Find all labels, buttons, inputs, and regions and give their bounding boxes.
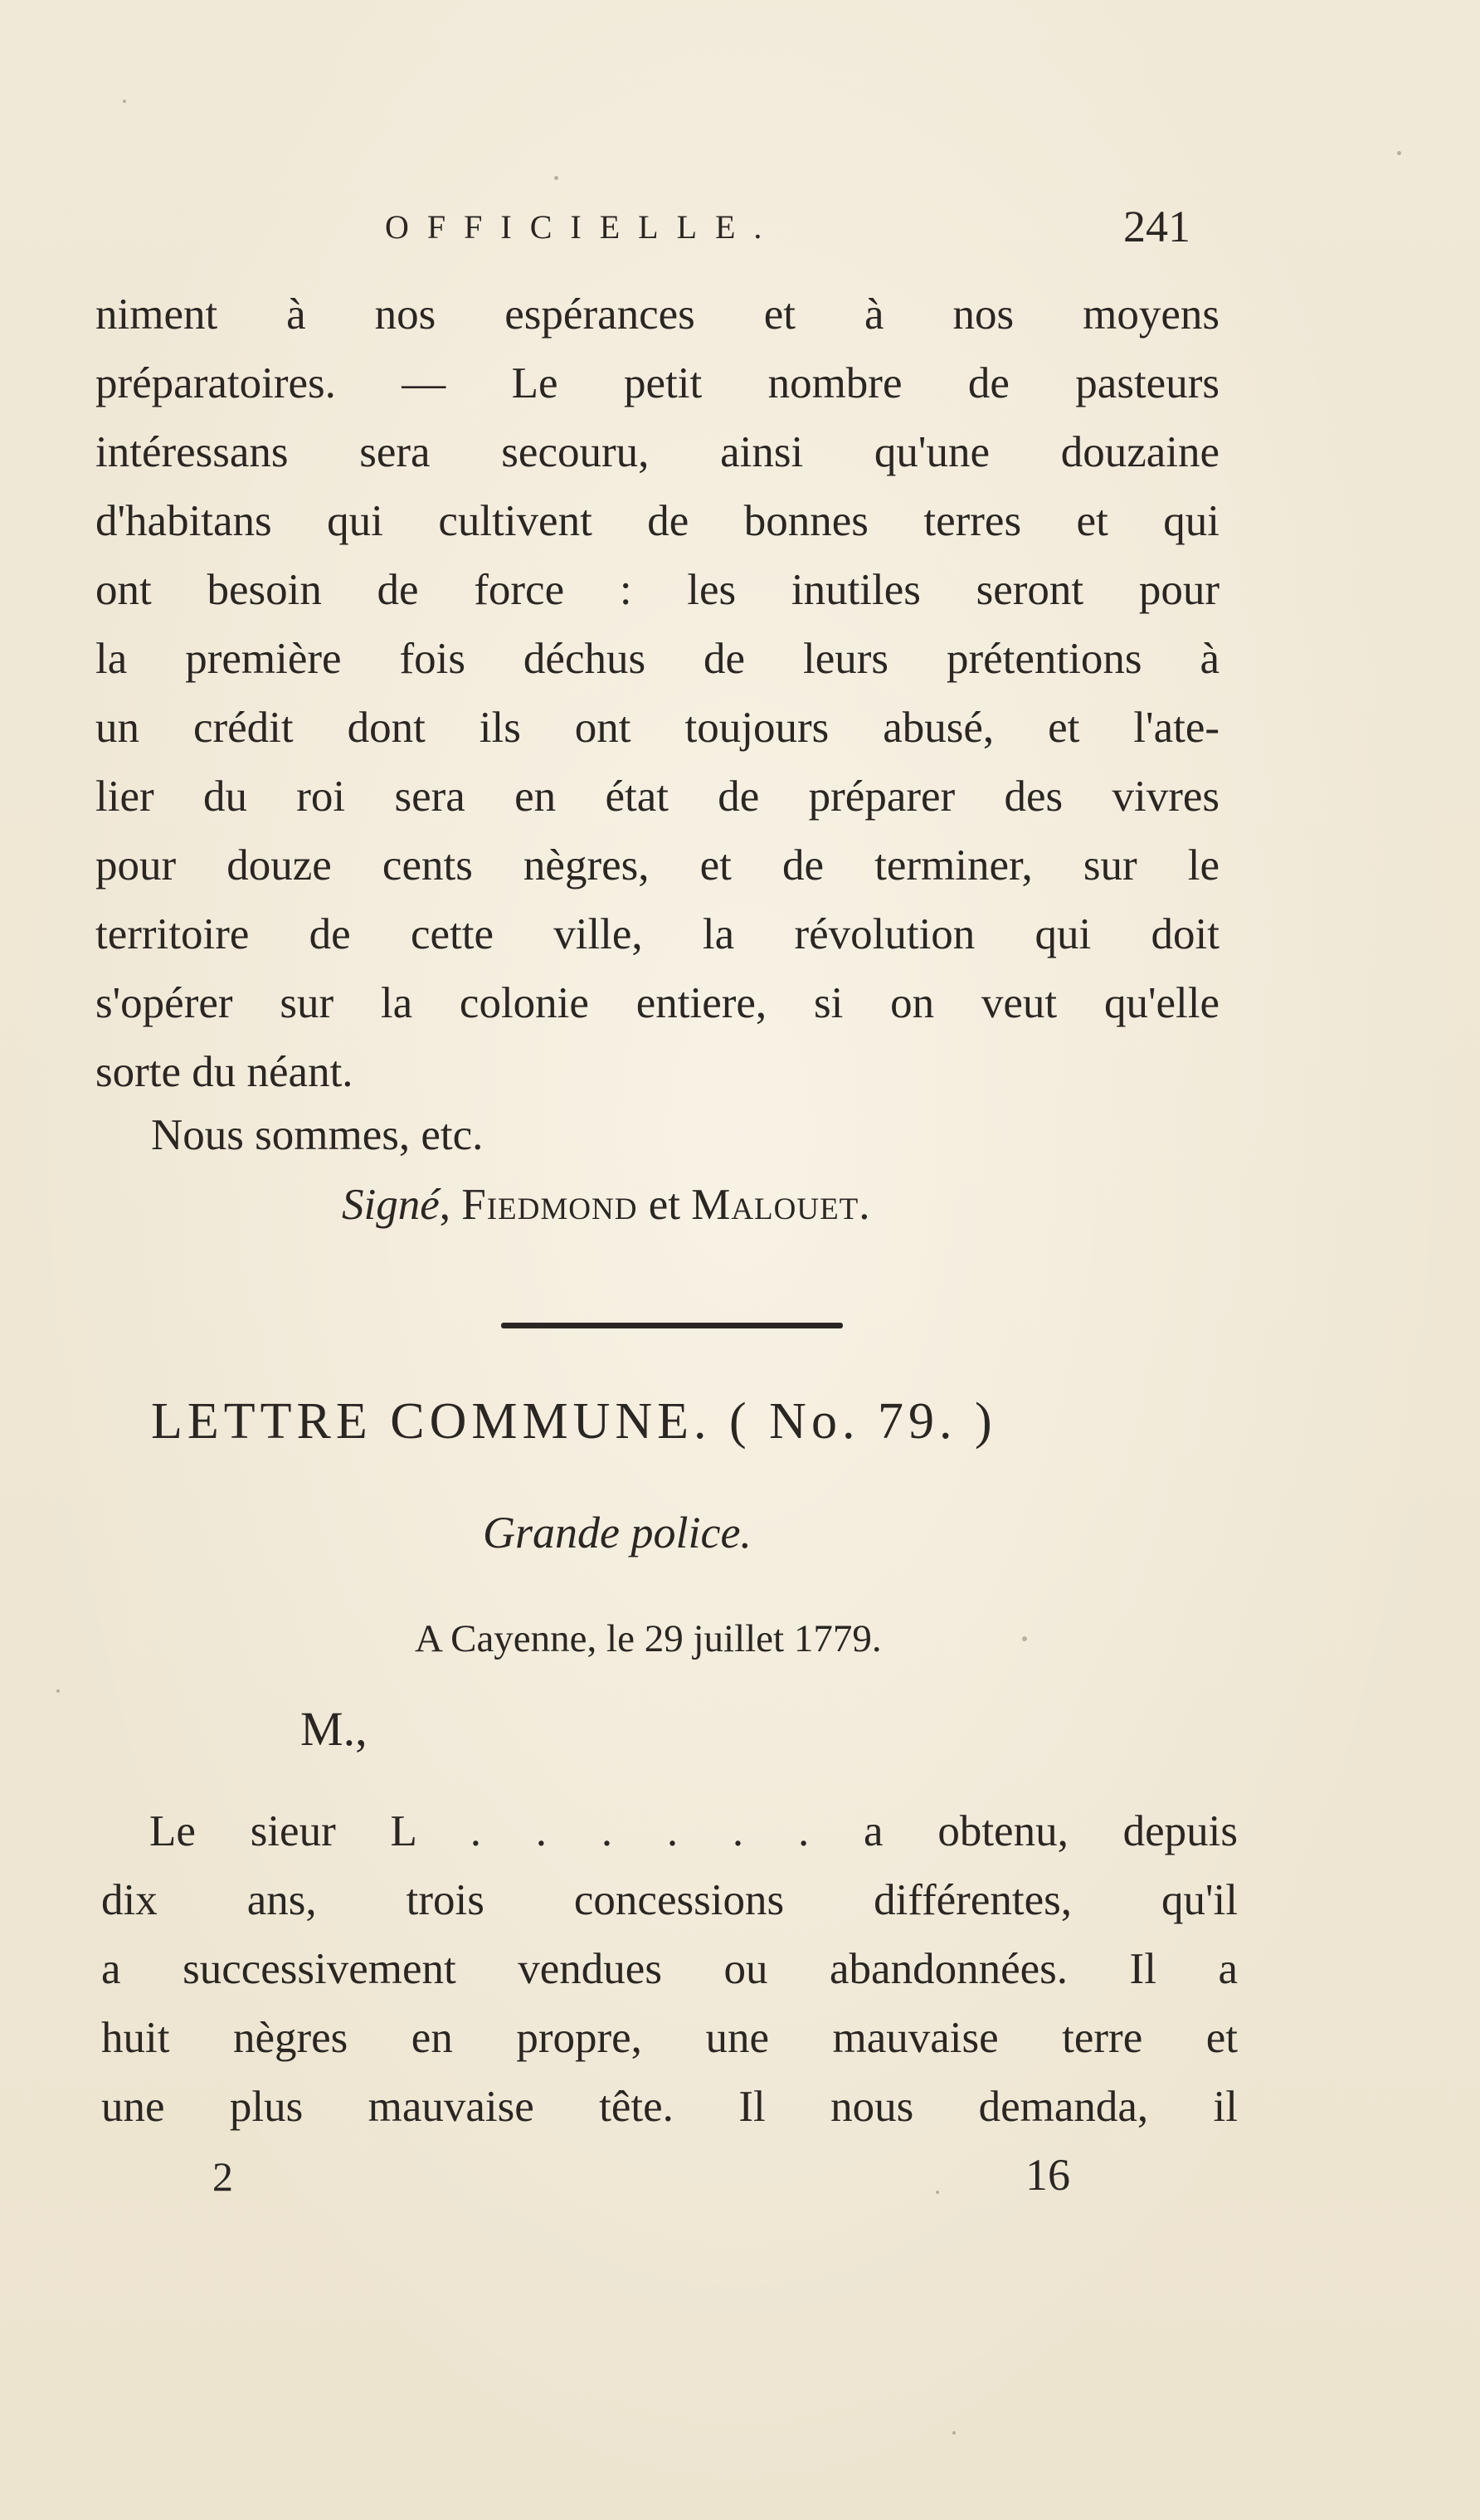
text-line: territoire de cette ville, la révolution qui doit: [95, 910, 1220, 958]
dateline: A Cayenne, le 29 juillet 1779.: [415, 1617, 882, 1660]
letter-line: dix ans, trois concessions différentes, qu'il: [101, 1876, 1238, 1924]
paper-speck: [554, 176, 558, 180]
signature-separator: ,: [439, 1181, 450, 1229]
page-number: 241: [1123, 202, 1190, 251]
paper-speck: [56, 1689, 60, 1693]
text-line: la première fois déchus de leurs prétentions à: [95, 635, 1220, 683]
closing-formula: Nous sommes, etc.: [151, 1111, 484, 1159]
signatory-malouet: Malouet.: [691, 1181, 871, 1229]
letter-line: a successivement vendues ou abandonnées. Il a: [101, 1945, 1238, 1993]
paper-speck: [1397, 151, 1401, 155]
letter-subheading: Grande police.: [483, 1508, 752, 1557]
letter-line: huit nègres en propre, une mauvaise terre et: [101, 2014, 1238, 2062]
text-line: niment à nos espérances et à nos moyens: [95, 290, 1220, 339]
text-line: lier du roi sera en état de préparer des vivres: [95, 773, 1220, 821]
text-line: préparatoires. — Le petit nombre de pasteurs: [95, 359, 1220, 407]
text-line: d'habitans qui cultivent de bonnes terres et qui: [95, 497, 1220, 545]
letter-line: Le sieur L . . . . . . a obtenu, depuis: [149, 1807, 1238, 1855]
letter-line: une plus mauvaise tête. Il nous demanda, il: [101, 2083, 1238, 2131]
paper-speck: [123, 100, 126, 103]
letter-heading: LETTRE COMMUNE. ( No. 79. ): [151, 1393, 997, 1450]
paper-speck: [1022, 1636, 1027, 1641]
text-line: pour douze cents nègres, et de terminer, sur le: [95, 841, 1220, 890]
signe-label: Signé: [342, 1181, 440, 1229]
salutation: M.,: [300, 1702, 368, 1756]
paper-speck: [936, 2191, 939, 2194]
text-line: s'opérer sur la colonie entiere, si on veut qu'elle: [95, 979, 1220, 1027]
signature-conjunction: et: [648, 1181, 680, 1229]
text-line: intéressans sera secouru, ainsi qu'une douzaine: [95, 428, 1220, 476]
text-line: sorte du néant.: [95, 1048, 353, 1096]
paper-speck: [952, 2431, 956, 2435]
running-head: OFFICIELLE.: [385, 208, 781, 246]
signatory-fiedmond: Fiedmond: [461, 1181, 638, 1229]
section-rule: [501, 1323, 843, 1328]
gathering-number: 16: [1025, 2150, 1070, 2200]
text-line: un crédit dont ils ont toujours abusé, et l'ate-: [95, 704, 1220, 752]
text-line: ont besoin de force : les inutiles seront pour: [95, 566, 1220, 614]
signature-mark: 2: [212, 2153, 233, 2200]
signature-line: [342, 1180, 871, 1230]
